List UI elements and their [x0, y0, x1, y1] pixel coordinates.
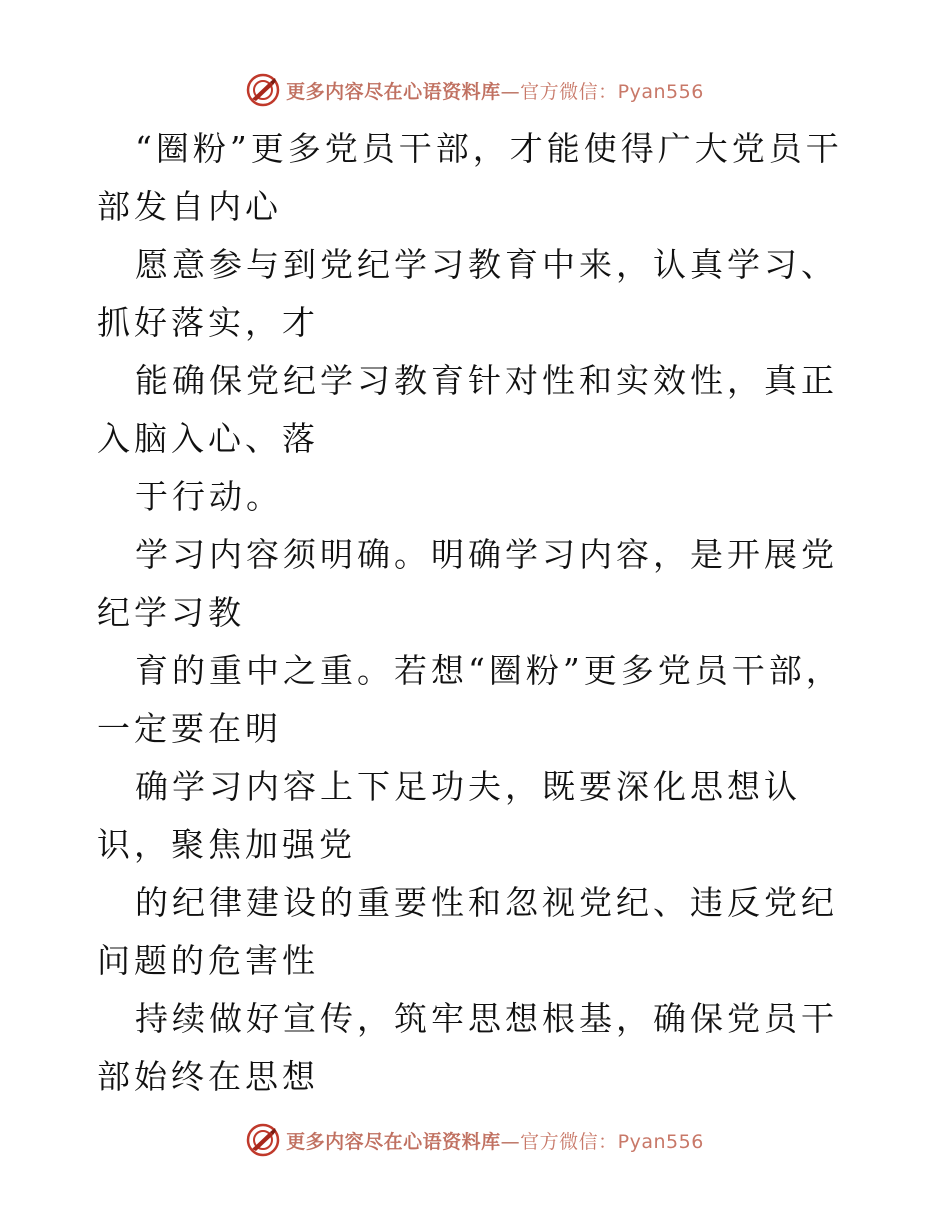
- footer-promo: 更多内容尽在心语资料库: [286, 1130, 501, 1153]
- footer-contact: 官方微信：Pyan556: [520, 1130, 704, 1153]
- paragraph-1: “圈粉”更多党员干部，才能使得广大党员干部发自内心: [97, 129, 843, 226]
- document-body: [97, 120, 857, 1106]
- paragraph-5: 学习内容须明确。明确学习内容，是开展党纪学习教: [97, 535, 838, 632]
- logo-icon: [246, 1123, 280, 1157]
- paragraph-4: 于行动。: [135, 477, 283, 516]
- header-dash: —: [500, 80, 521, 103]
- paragraph-8: 的纪律建设的重要性和忽视党纪、违反党纪问题的危害性: [97, 883, 838, 980]
- paragraph-9: 持续做好宣传，筑牢思想根基，确保党员干部始终在思想: [97, 999, 838, 1096]
- header-contact: 官方微信：Pyan556: [520, 80, 704, 103]
- logo-icon: [246, 73, 280, 107]
- paragraph-3: 能确保党纪学习教育针对性和实效性，真正入脑入心、落: [97, 361, 838, 458]
- paragraph-2: 愿意参与到党纪学习教育中来，认真学习、抓好落实，才: [97, 245, 838, 342]
- paragraph-6: 育的重中之重。若想“圈粉”更多党员干部，一定要在明: [97, 651, 843, 748]
- header-promo-text: [286, 77, 704, 104]
- header-banner: [0, 68, 950, 112]
- footer-dash: —: [500, 1130, 521, 1153]
- header-promo: 更多内容尽在心语资料库: [286, 80, 501, 103]
- footer-promo-text: [286, 1127, 704, 1154]
- footer-banner: [0, 1118, 950, 1162]
- paragraph-7: 确学习内容上下足功夫，既要深化思想认识，聚焦加强党: [97, 767, 801, 864]
